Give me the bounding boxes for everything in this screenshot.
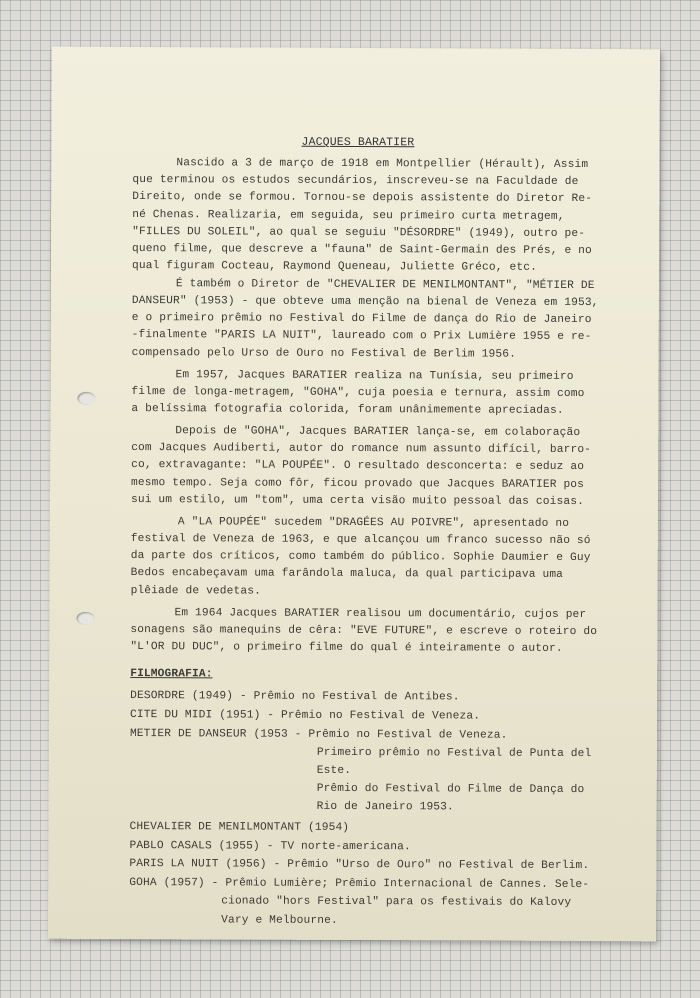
text-line: sui um estilo, um "tom", uma certa visão muito pessoal das coisas. (130, 494, 584, 509)
filmography-entry: Prêmio do Festival do Filme de Dança do (316, 782, 585, 797)
text-line: plêiade de vedetas. (130, 585, 262, 598)
text-line: "FILLES DU SOLEIL", ao qual se seguiu "DÉSORDRE" (1949), outro pe- (132, 226, 586, 241)
text-line: Em 1957, Jacques BARATIER realiza na Tunísia, seu primeiro (175, 369, 574, 383)
text-line: compensado pelo Urso de Ouro no Festival de Berlim 1956. (131, 347, 517, 361)
text-line: -finalmente "PARIS LA NUIT", laureado com o Prix Lumière 1955 e re- (131, 329, 592, 344)
text-line: Em 1964 Jacques BARATIER realisou um documentário, cujos per (174, 607, 587, 622)
document-body (52, 47, 660, 927)
filmography-entry: Primeiro prêmio no Festival de Punta del (316, 746, 592, 761)
punch-hole (77, 392, 95, 405)
filmography-entry: GOHA (1957) - Prêmio Lumière; Prêmio Internacional de Cannes. Sele- (129, 877, 590, 892)
filmography-entry: CHEVALIER DE MENILMONTANT (1954) (129, 821, 350, 834)
filmography-entry: PABLO CASALS (1955) - TV norte-americana. (129, 840, 411, 854)
text-line: Direito, onde se formou. Tornou-se depois assistente do Diretor Re- (132, 191, 593, 206)
text-line: Bedos encabeçavam uma farândola maluca, da qual participava uma (130, 567, 564, 581)
text-line: É também o Diretor de "CHEVALIER DE MENILMONTANT", "MÉTIER DE (175, 278, 595, 293)
text-line: sonagens são manequins de cêra: "EVE FUTURE", e escreve o roteiro do (130, 624, 598, 639)
filmography-entry: Rio de Janeiro 1953. (316, 800, 454, 814)
text-line: "L'OR DU DUC", o primeiro filme do qual é inteiramente o autor. (130, 641, 563, 655)
filmography-entry: Este. (316, 764, 352, 777)
text-line: a belíssima fotografia colorida, foram unânimemente apreciadas. (131, 403, 564, 417)
document-page (48, 47, 660, 942)
filmography-entry: DESORDRE (1949) - Prêmio no Festival de Antibes. (130, 690, 460, 704)
text-line: da parte dos críticos, como também do público. Sophie Daumier e Guy (130, 550, 591, 565)
text-line: festival de Veneza de 1963, e que alcançou um franco sucesso não só (130, 533, 591, 548)
text-line: A "LA POUPÉE" sucedem "DRAGÉES AU POIVRE", apresentado no (177, 516, 570, 530)
text-line: DANSEUR" (1953) - que obteve uma menção na bienal de Veneza em 1953, (131, 295, 599, 310)
text-line: e o primeiro prêmio no Festival do Filme de dança do Rio de Janeiro (131, 312, 592, 327)
text-line: que terminou os estudos secundários, inscreveu-se na Faculdade de (132, 174, 579, 188)
text-line: queno filme, que descreve a "fauna" de Saint-Germain des Prés, e no (132, 243, 592, 258)
filmography-entry: cionado "hors Festival" para os festivais do Kalovy (221, 895, 572, 909)
filmography-entry: METIER DE DANSEUR (1953 - Prêmio no Festival de Veneza. (129, 728, 508, 742)
filmography-entry: PARIS LA NUIT (1956) - Prêmio "Urso de Ouro" no Festival de Berlim. (129, 858, 590, 873)
text-line: com Jacques Audiberti, autor do romance num assunto difícil, barro- (131, 442, 592, 457)
filmography-entry: Vary e Melbourne. (221, 914, 338, 927)
text-line: qual figuram Cocteau, Raymond Queneau, Juliette Gréco, etc. (131, 260, 537, 274)
text-line: Depois de "GOHA", Jacques BARATIER lança-se, em colaboração (175, 425, 581, 439)
filmography-entry: CITE DU MIDI (1951) - Prêmio no Festival de Veneza. (130, 709, 481, 723)
text-line: co, extravagante: "LA POUPÉE". O resultado desconcerta: e seduz ao (131, 459, 585, 474)
text-line: Nascido a 3 de março de 1918 em Montpellier (Hérault), Assim (176, 157, 589, 172)
text-line: mesmo tempo. Seja como fôr, ficou provado que Jacques BARATIER pos (131, 477, 585, 492)
document-title: JACQUES BARATIER (301, 135, 415, 150)
text-line: filme de longa-metragem, "GOHA", cuja poesia e ternura, assim como (131, 386, 585, 401)
text-line: né Chenas. Realizaria, em seguida, seu primeiro curta metragem, (132, 209, 565, 223)
filmography-heading: FILMOGRAFIA: (130, 668, 213, 681)
punch-hole (76, 612, 94, 625)
